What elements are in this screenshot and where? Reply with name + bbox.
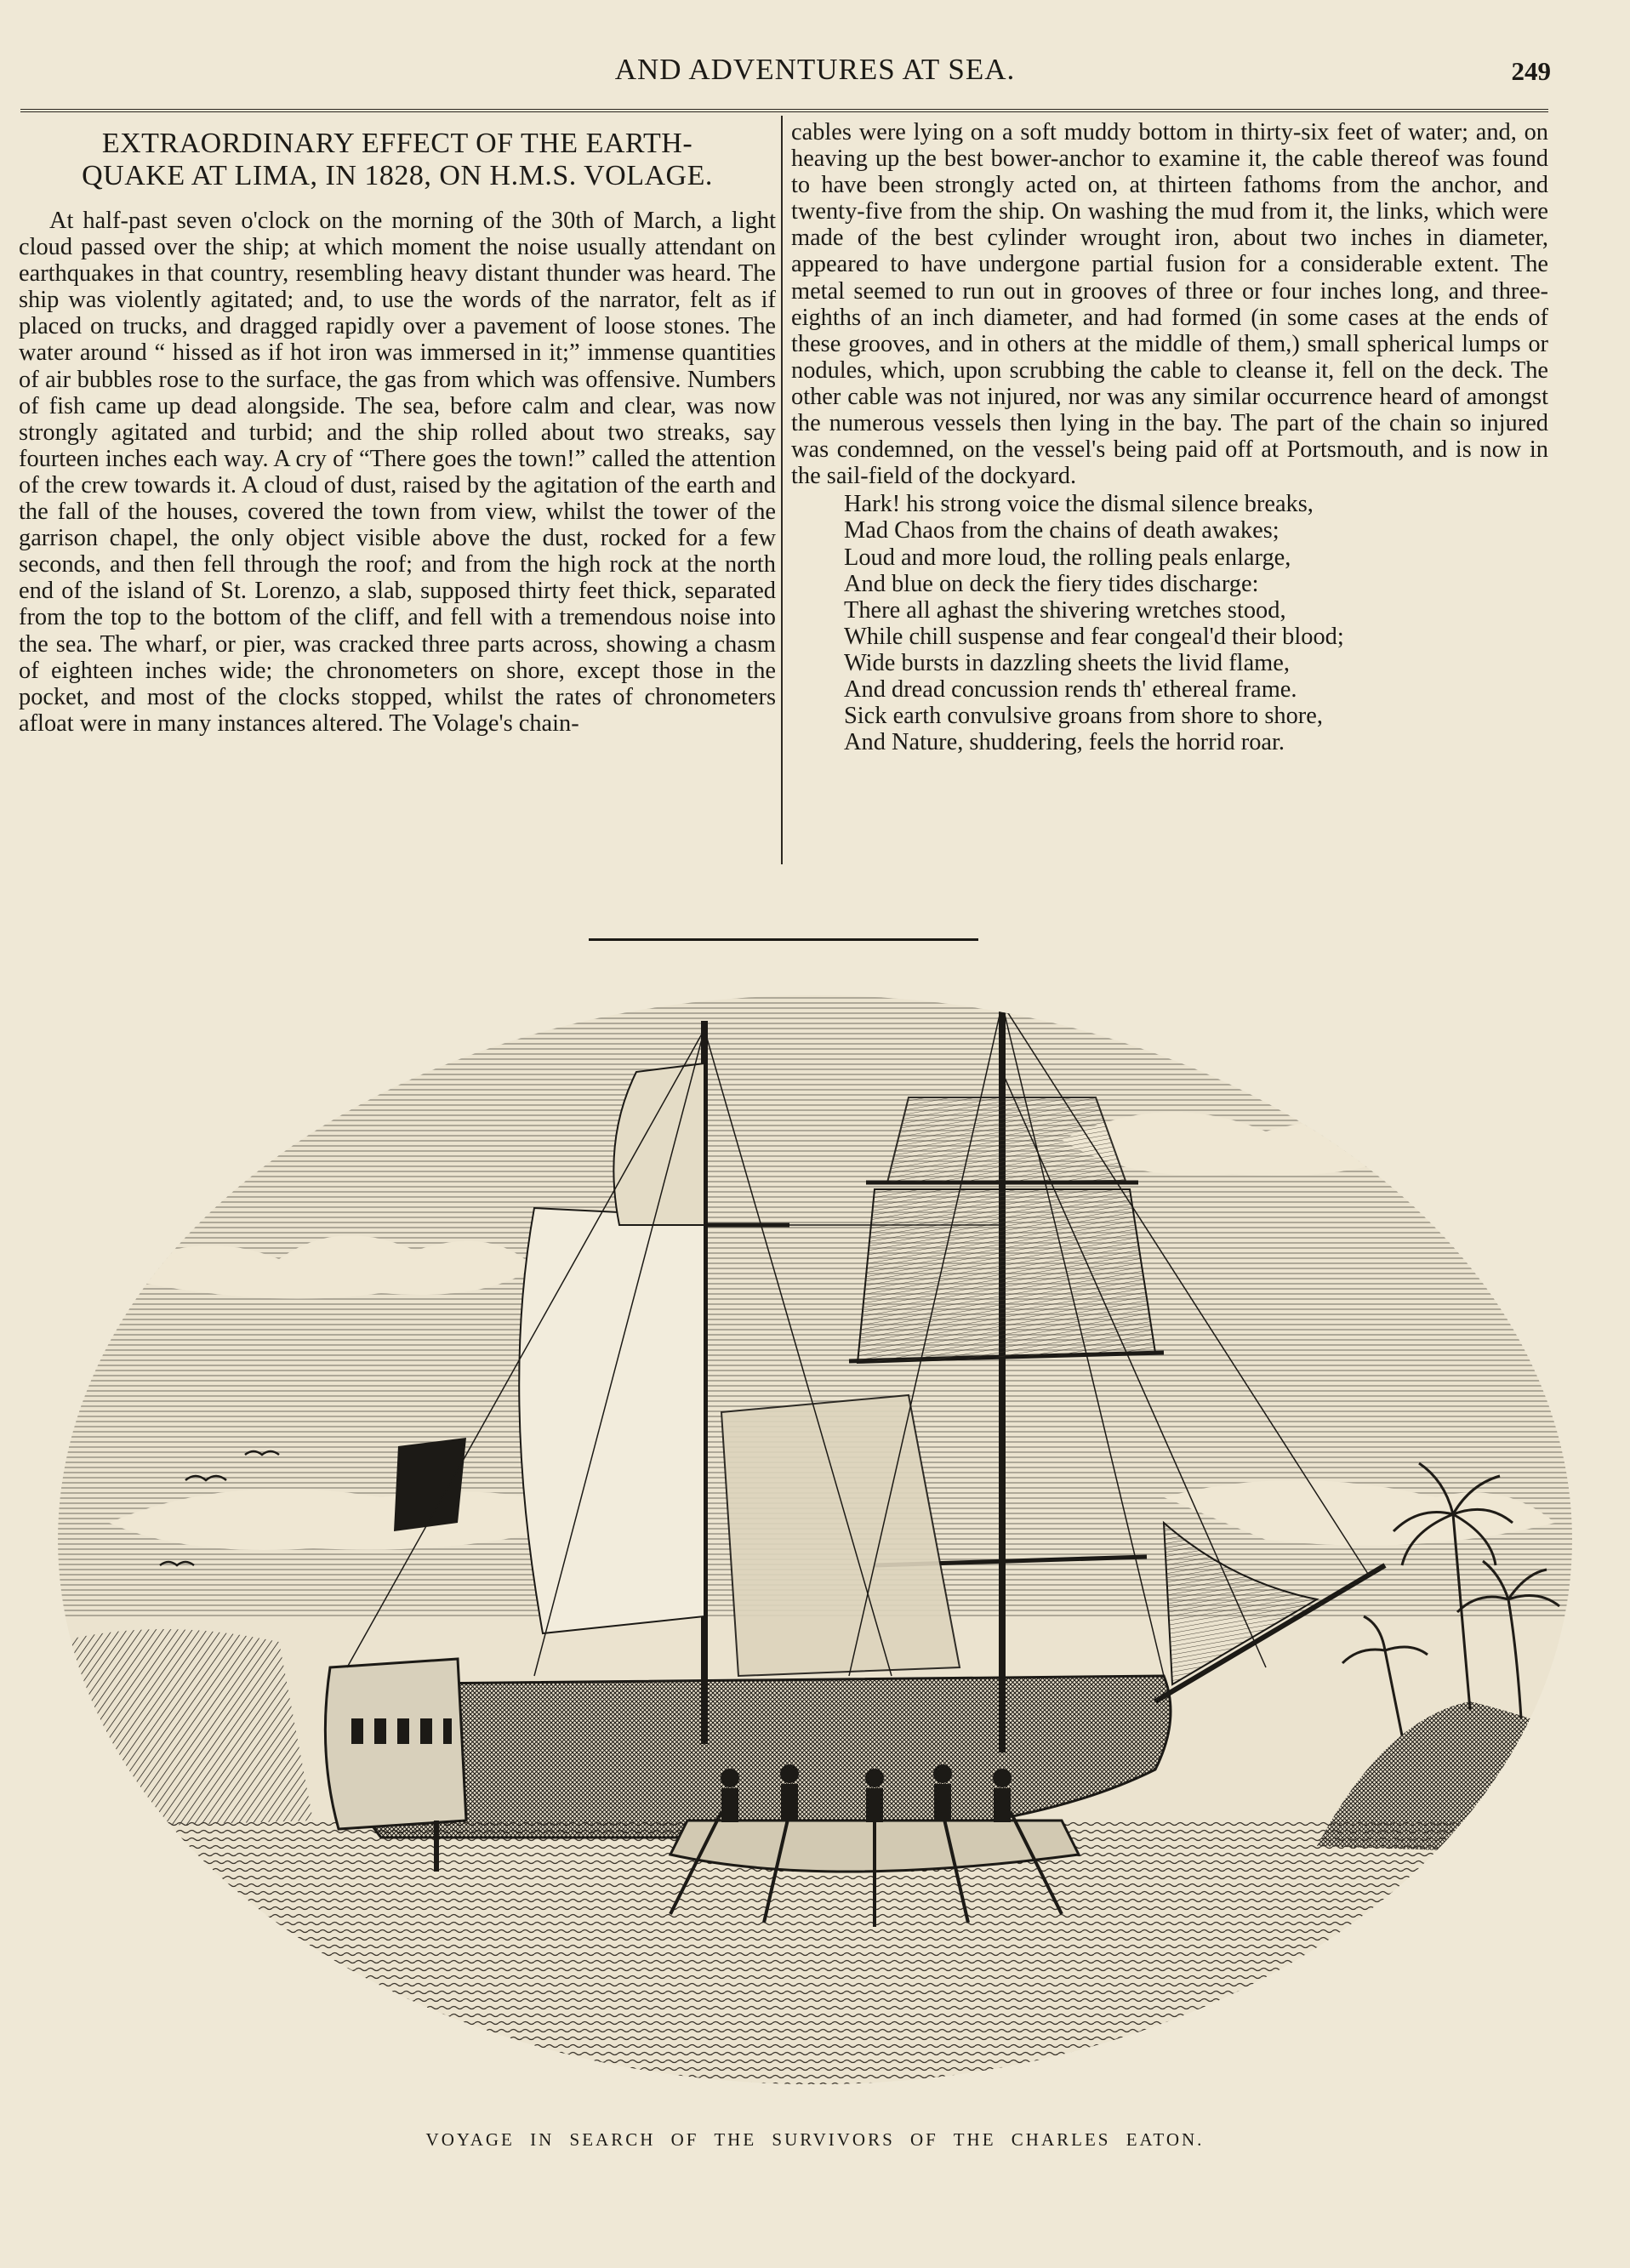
figure-rule: [589, 938, 978, 941]
poem-block: [844, 491, 1548, 755]
poem-line: While chill suspense and fear congeal'd their blood;: [844, 623, 1344, 650]
poem-line: And dread concussion rends th' ethereal frame.: [844, 675, 1297, 703]
running-head: [0, 53, 1630, 95]
poem-line: Wide bursts in dazzling sheets the livid flame,: [844, 649, 1290, 676]
right-column: [791, 119, 1548, 755]
headline-line-2: QUAKE AT LIMA, IN 1828, ON H.M.S. VOLAGE.: [82, 160, 713, 191]
poem-line: Hark! his strong voice the dismal silence breaks,: [844, 491, 1314, 518]
poem-line: Sick earth convulsive groans from shore to shore,: [844, 703, 1323, 730]
poem-line: Mad Chaos from the chains of death awakes;: [844, 517, 1279, 544]
poem-line: There all aghast the shivering wretches stood,: [844, 596, 1286, 624]
page-number: 249: [1511, 56, 1551, 86]
header-rule: [20, 109, 1548, 112]
poem-line: And Nature, shuddering, feels the horrid roar.: [844, 729, 1285, 756]
ensign-flag: [394, 1438, 466, 1531]
main-topsail: [858, 1189, 1155, 1363]
article-body-right: cables were lying on a soft muddy bottom in thirty-six feet of water; and, on heaving up the best bower-anchor to examine it, the cable thereof was found to have been strongly acted on, at thirteen fathoms from the anchor, and twenty-five from the ship. On washing the mud from it, the links, which were made of the best cylinder wrought iron, about two inches in diameter, appeared to have undergone partial fusion for a considerable extent. The metal seemed to run out in grooves of three or four inches long, and three-eighths of an inch diameter, and had formed (in some cases at the ends of these grooves, and in others at the middle of them,) small spherical lumps or nodules, which, upon scrubbing the cable to cleanse it, fell on the deck. The other cable was not injured, nor was any similar occurrence heard of amongst the numerous vessels then lying in the bay. The part of the chain so injured was condemned, on the vessel's being paid off at Portsmouth, and is now in the sail-field of the dockyard.: [791, 119, 1548, 490]
running-title: AND ADVENTURES AT SEA.: [614, 53, 1016, 86]
headline-line-1: EXTRAORDINARY EFFECT OF THE EARTH-: [101, 128, 693, 159]
fore-sail: [519, 1208, 704, 1633]
column-divider: [781, 116, 783, 864]
figure-caption: VOYAGE IN SEARCH OF THE SURVIVORS OF THE CHARLES EATON.: [425, 2129, 1205, 2150]
ship-engraving: [58, 970, 1572, 2084]
poem-line: Loud and more loud, the rolling peals enlarge,: [844, 544, 1291, 571]
article-body-left: At half-past seven o'clock on the morning of the 30th of March, a light cloud passed over the ship; at which moment the noise usually attendant on earthquakes in that country, resembling heavy distant thunder was heard. The ship was violently agitated; and, to use the words of the narrator, felt as if placed on trucks, and dragged rapidly over a pavement of loose stones. The water around “ hissed as if hot iron was immersed in it;” immense quantities of air bubbles rose to the surface, the gas from which was offensive. Numbers of fish came up dead alongside. The sea, before calm and clear, was now strongly agitated and turbid; and the ship rolled about two streaks, say fourteen inches each way. A cry of “There goes the town!” called the attention of the crew towards it. A cloud of dust, raised by the agitation of the earth and the fall of the houses, covered the town from view, whilst the tower of the garrison chapel, the only object visible above the dust, rocked for a few seconds, and then fell through the roof; and from the high rock at the north end of the island of St. Lorenzo, a slab, supposed thirty feet thick, separated from the top to the bottom of the cliff, and fell with a tremendous noise into the sea. The wharf, or pier, was cracked three parts across, showing a chasm of eighteen inches wide; the chronometers on shore, except those in the pocket, and most of the clocks stopped, whilst the rates of chronometers afloat were in many instances altered. The Volage's chain-: [19, 208, 776, 737]
left-headland: [58, 1629, 313, 1829]
left-column: [19, 119, 776, 737]
article-headline: [19, 128, 776, 192]
poem-line: And blue on deck the fiery tides discharge:: [844, 570, 1259, 597]
